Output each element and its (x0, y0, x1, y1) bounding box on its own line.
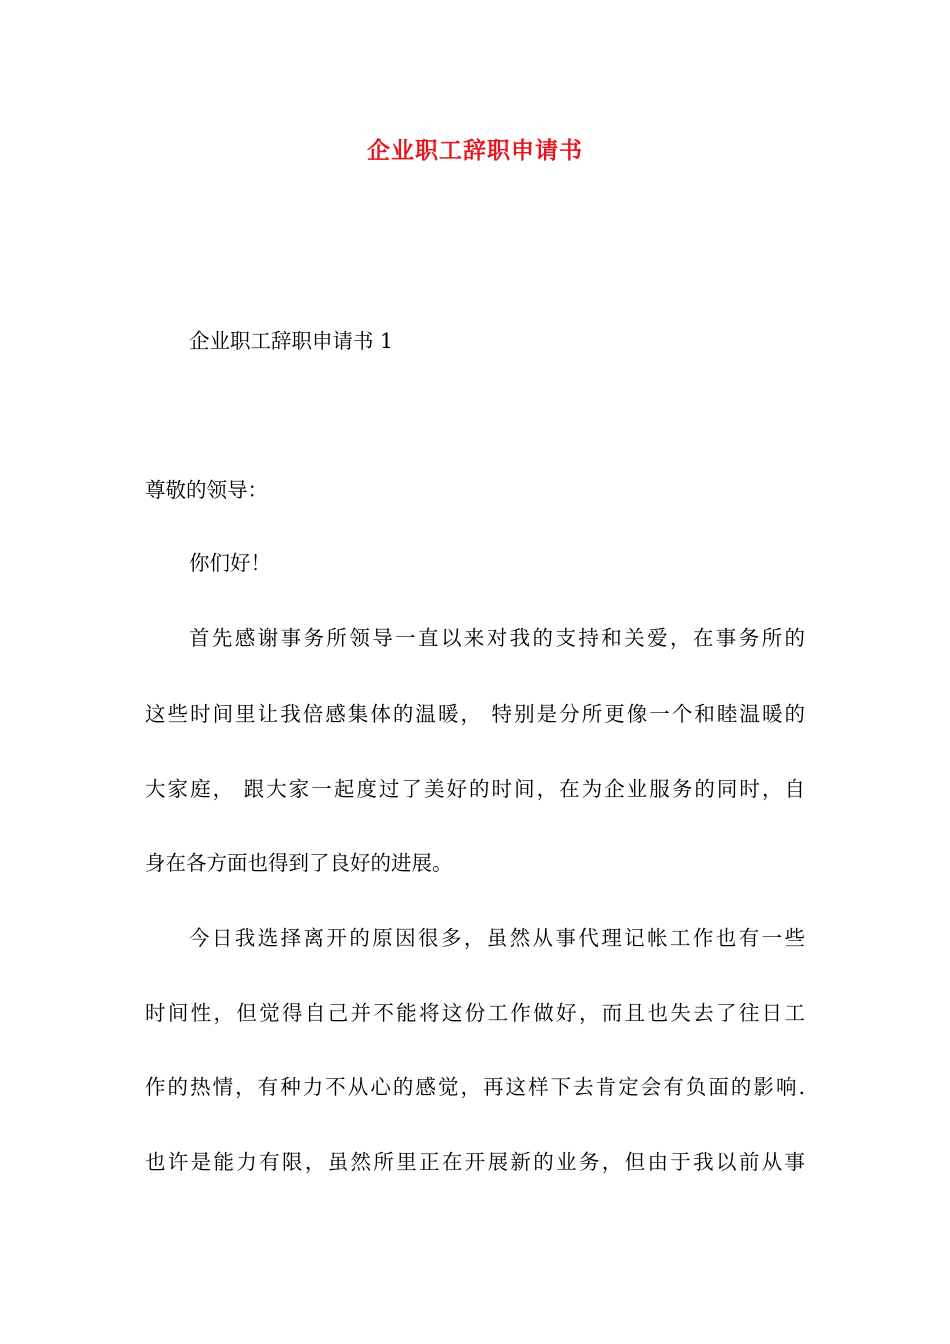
paragraph-2-line-3: 作的热情，有种力不从心的感觉，再这样下去肯定会有负面的影响. (145, 1075, 805, 1099)
greeting: 你们好！ (189, 551, 271, 575)
paragraph-2-line-1: 今日我选择离开的原因很多，虽然从事代理记帐工作也有一些 (189, 926, 805, 950)
document-subtitle: 企业职工辞职申请书 1 (189, 329, 394, 353)
paragraph-1-line-4: 身在各方面也得到了良好的进展。 (145, 851, 453, 875)
salutation: 尊敬的领导： (145, 478, 268, 502)
document-title: 企业职工辞职申请书 (367, 137, 583, 164)
paragraph-2-line-2: 时间性，但觉得自己并不能将这份工作做好，而且也失去了往日工 (145, 1001, 805, 1025)
paragraph-1-line-1: 首先感谢事务所领导一直以来对我的支持和关爱，在事务所的 (189, 626, 805, 650)
paragraph-2-line-4: 也许是能力有限，虽然所里正在开展新的业务，但由于我以前从事 (145, 1150, 805, 1174)
paragraph-1-line-3: 大家庭， 跟大家一起度过了美好的时间，在为企业服务的同时，自 (145, 777, 805, 801)
paragraph-1-line-2: 这些时间里让我倍感集体的温暖， 特别是分所更像一个和睦温暖的 (145, 702, 805, 726)
